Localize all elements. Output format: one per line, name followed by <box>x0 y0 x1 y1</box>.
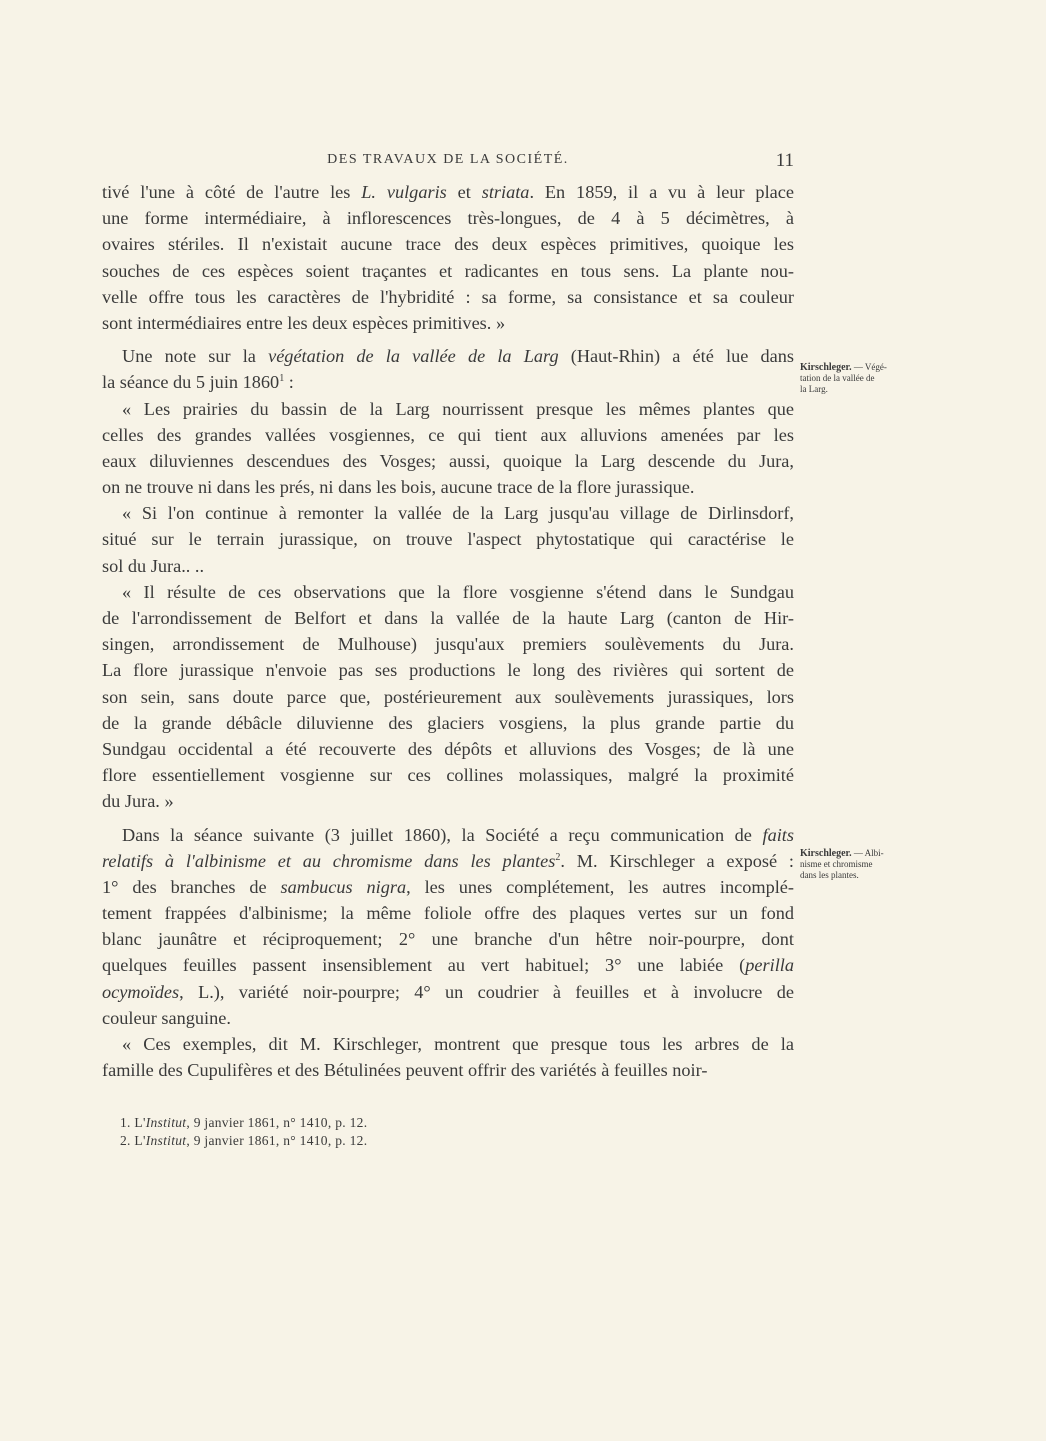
text-line: famille des Cupulifères et des Bétulinées peuvent offrir des variétés à feuilles noir- <box>102 1060 708 1081</box>
sidenote-name: Kirschleger. <box>800 848 852 859</box>
text-line: « Si l'on continue à remonter la vallée de la Larg jusqu'au village de Dirlinsdorf, <box>122 503 794 524</box>
text-line: une forme intermédiaire, à inflorescences très-longues, de 4 à 5 décimètres, à <box>102 208 794 229</box>
sidenote-line: nisme et chromisme <box>800 859 873 869</box>
page-header <box>102 150 794 174</box>
text-line: sol du Jura.. .. <box>102 555 205 576</box>
text-line: ovaires stériles. Il n'existait aucune trace des deux espèces primitives, quoique les <box>102 234 794 255</box>
footnotes <box>120 1114 367 1150</box>
body-text <box>102 179 794 1083</box>
text-line: relatifs à l'albinisme et au chromisme dans les plantes$^2$. M. Kirschleger a exposé : <box>102 850 795 871</box>
text-line: blanc jaunâtre et réciproquement; 2° une branche d'un hêtre noir-pourpre, dont <box>102 929 794 950</box>
paragraph <box>102 1031 794 1083</box>
text-line: eaux diluviennes descendues des Vosges; aussi, quoique la Larg descende du Jura, <box>102 450 794 471</box>
text-line: ocymoïdes, L.), variété noir-pourpre; 4° un coudrier à feuilles et à involucre de <box>102 981 794 1002</box>
text-line: son sein, sans doute parce que, postérieurement aux soulèvements jurassiques, lors <box>102 686 794 707</box>
text-line: celles des grandes vallées vosgiennes, ce qui tient aux alluvions amenées par les <box>102 424 794 445</box>
sidenote-name: Kirschleger. <box>800 362 852 373</box>
sidenote-line: la Larg. <box>800 384 828 394</box>
text-line: du Jura. » <box>102 791 174 812</box>
text-line: de l'arrondissement de Belfort et dans la vallée de la haute Larg (canton de Hir- <box>102 608 794 628</box>
sidenote-albinisme <box>800 848 920 881</box>
paragraph <box>102 500 794 579</box>
text-line: quelques feuilles passent insensiblement au vert habituel; 3° une labiée (perilla <box>102 955 794 976</box>
sidenote-larg <box>800 362 920 395</box>
text-line: Sundgau occidental a été recouverte des dépôts et alluvions des Vosges; de là une <box>102 738 794 759</box>
text-line: flore essentiellement vosgienne sur ces collines molassiques, malgré la proximité <box>102 765 794 786</box>
text-line: « Ces exemples, dit M. Kirschleger, montrent que presque tous les arbres de la <box>122 1034 794 1054</box>
sidenote-line: — Albi- <box>853 848 884 858</box>
text-line: situé sur le terrain jurassique, on trouve l'aspect phytostatique qui caractérise le <box>102 529 794 550</box>
sidenote-line: — Végé- <box>853 362 887 372</box>
paragraph <box>102 343 794 395</box>
text-line: La flore jurassique n'envoie pas ses productions le long des rivières qui sortent de <box>102 660 794 681</box>
paragraph <box>102 822 794 1032</box>
paragraph <box>102 579 794 815</box>
text-line: tivé l'une à côté de l'autre les L. vulgaris et striata. En 1859, il a vu à leur place <box>102 182 794 202</box>
text-line: Une note sur la végétation de la vallée de la Larg (Haut-Rhin) a été lue dans <box>122 346 794 367</box>
text-line: sont intermédiaires entre les deux espèces primitives. » <box>102 312 506 333</box>
text-line: singen, arrondissement de Mulhouse) jusqu'aux premiers soulèvements du Jura. <box>102 634 794 655</box>
page-number: 11 <box>775 150 794 171</box>
footnote: 2. L'Institut, 9 janvier 1861, n° 1410, p. 12. <box>120 1133 368 1148</box>
paragraph <box>102 179 794 336</box>
text-line: velle offre tous les caractères de l'hybridité : sa forme, sa consistance et sa couleur <box>102 286 794 307</box>
text-line: on ne trouve ni dans les prés, ni dans les bois, aucune trace de la flore jurassique. <box>102 477 695 498</box>
footnote: 1. L'Institut, 9 janvier 1861, n° 1410, p. 12. <box>120 1115 368 1130</box>
text-line: de la grande débâcle diluvienne des glaciers vosgiens, la plus grande partie du <box>102 712 794 733</box>
text-line: tement frappées d'albinisme; la même foliole offre des plaques vertes sur un fond <box>102 903 794 924</box>
text-line: couleur sanguine. <box>102 1007 231 1028</box>
text-line: 1° des branches de sambucus nigra, les unes complétement, les autres incomplé- <box>102 876 794 897</box>
text-line: Dans la séance suivante (3 juillet 1860), la Société a reçu communication de faits <box>122 824 794 845</box>
text-line: « Il résulte de ces observations que la flore vosgienne s'étend dans le Sundgau <box>122 581 794 602</box>
sidenote-line: tation de la vallée de <box>800 373 875 383</box>
text-line: la séance du 5 juin 1860$^1$ : <box>102 372 294 393</box>
text-line: « Les prairies du bassin de la Larg nourrissent presque les mêmes plantes que <box>122 398 794 419</box>
sidenote-line: dans les plantes. <box>800 870 859 880</box>
text-line: souches de ces espèces soient traçantes et radicantes en tous sens. La plante nou- <box>102 260 794 281</box>
paragraph <box>102 396 794 501</box>
running-head: DES TRAVAUX DE LA SOCIÉTÉ. <box>327 152 569 167</box>
